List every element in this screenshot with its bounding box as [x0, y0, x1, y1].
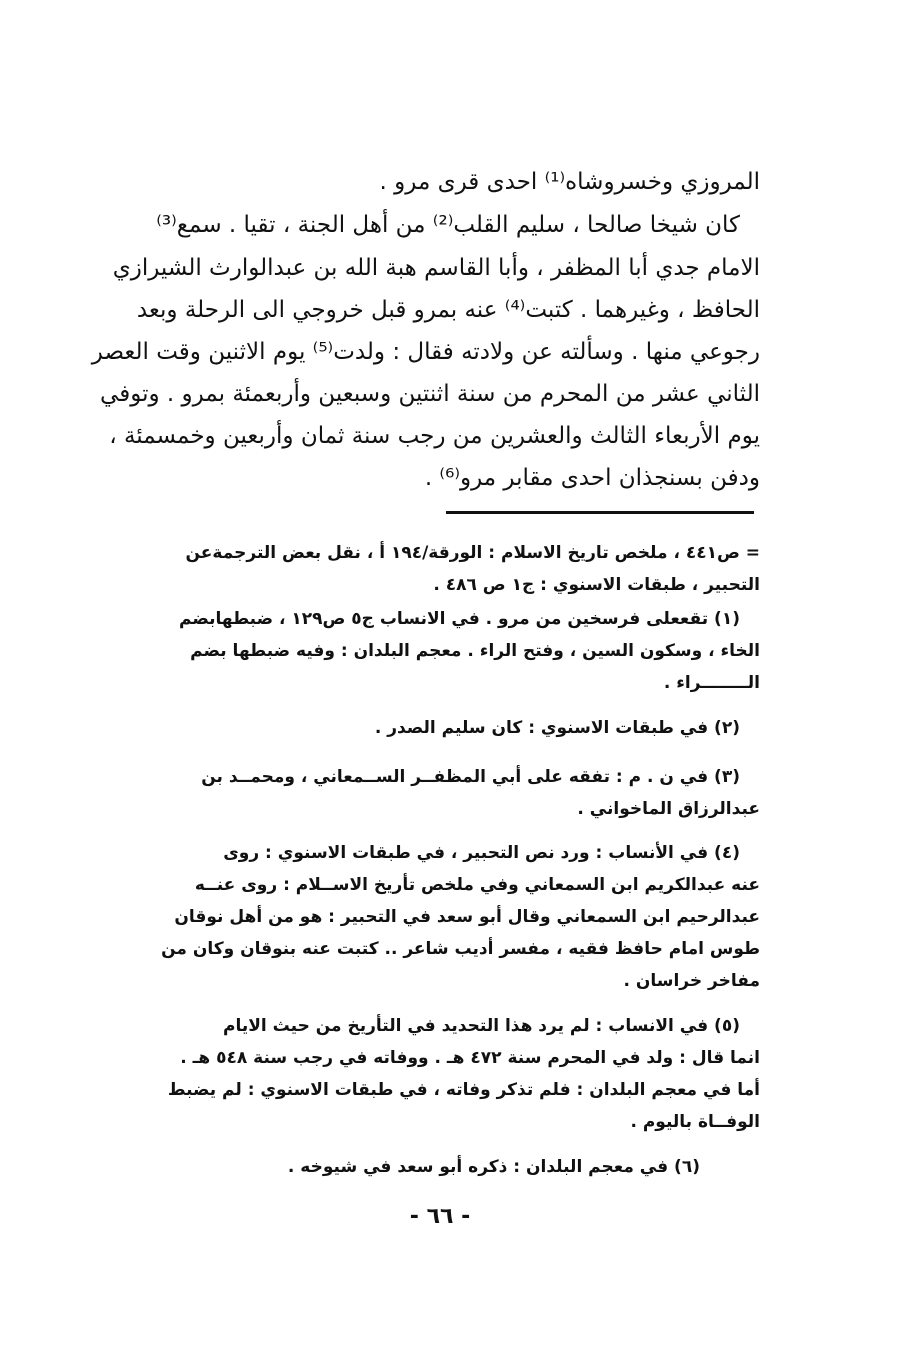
footnote-line: انما قال : ولد في المحرم سنة ٤٧٢ هـ . ووفاته في رجب سنة ٥٤٨ هـ .: [180, 1048, 760, 1068]
main-text-line-3: الامام جدي أبا المظفر ، وأبا القاسم هبة الله بن عبدالوارث الشيرازي: [112, 255, 760, 281]
main-text-line-5: رجوعي منها . وسألته عن ولادته فقال : ولدت⁽⁵⁾ يوم الاثنين وقت العصر: [91, 339, 760, 365]
footnote-line: عبدالرحيم ابن السمعاني وقال أبو سعد في التحبير : هو من أهل نوقان: [174, 907, 760, 927]
footnote-2: (٢) في طبقات الاسنوي : كان سليم الصدر .: [374, 718, 740, 738]
footnote-line: عنه عبدالكريم ابن السمعاني وفي ملخص تأريخ الاســلام : روى عنــه: [194, 875, 760, 895]
page-number: - ٦٦ -: [409, 1204, 471, 1229]
footnote-6: (٦) في معجم البلدان : ذكره أبو سعد في شيوخه .: [287, 1157, 700, 1177]
footnote-line: الخاء ، وسكون السين ، وفتح الراء . معجم البلدان : وفيه ضبطها بضم: [190, 641, 760, 661]
main-text-line-4: الحافظ ، وغيرهما . كتبت⁽⁴⁾ عنه بمرو قبل خروجي الى الرحلة وبعد: [136, 297, 760, 323]
main-text-line-8: ودفن بسنجذان احدى مقابر مرو⁽⁶⁾ .: [424, 465, 760, 491]
footnote-line: أما في معجم البلدان : فلم تذكر وفاته ، في طبقات الاسنوي : لم يضبط: [167, 1080, 760, 1100]
footnote-line: طوس امام حافظ فقيه ، مفسر أديب شاعر .. كتبت عنه بنوقان وكان من: [161, 939, 760, 959]
footnote-divider: [446, 511, 754, 514]
footnote-line: الــــــــراء .: [663, 673, 760, 693]
footnote-3: (٣) في ن . م : تفقه على أبي المظفــر الســمعاني ، ومحمــد بن: [201, 767, 740, 787]
footnote-5: (٥) في الانساب : لم يرد هذا التحديد في التأريخ من حيث الايام: [223, 1016, 740, 1036]
footnote-1: (١) تقععلى فرسخين من مرو . في الانساب ج٥ ص١٢٩ ، ضبطهابضم: [179, 609, 740, 629]
footnote-line: عبدالرزاق الماخواني .: [577, 799, 760, 819]
footnote-line: = ص٤٤١ ، ملخص تاريخ الاسلام : الورقة/١٩٤ أ ، نقل بعض الترجمةعن: [185, 543, 760, 563]
footnote-line: التحبير ، طبقات الاسنوي : ج١ ص ٤٨٦ .: [433, 575, 760, 595]
main-text-line-6: الثاني عشر من المحرم من سنة اثنتين وسبعين وأربعمئة بمرو . وتوفي: [100, 381, 760, 407]
main-text-line-7: يوم الأربعاء الثالث والعشرين من رجب سنة ثمان وأربعين وخمسمئة ،: [109, 423, 760, 449]
footnote-line: الوفــاة باليوم .: [630, 1112, 760, 1132]
footnote-line: مفاخر خراسان .: [623, 971, 760, 991]
footnote-4: (٤) في الأنساب : ورد نص التحبير ، في طبقات الاسنوي : روى: [223, 843, 740, 863]
main-text-line-1: المروزي وخسروشاه⁽¹⁾ احدى قرى مرو .: [379, 169, 760, 195]
main-text-line-2: كان شيخا صالحا ، سليم القلب⁽²⁾ من أهل الجنة ، تقيا . سمع⁽³⁾: [156, 212, 740, 238]
